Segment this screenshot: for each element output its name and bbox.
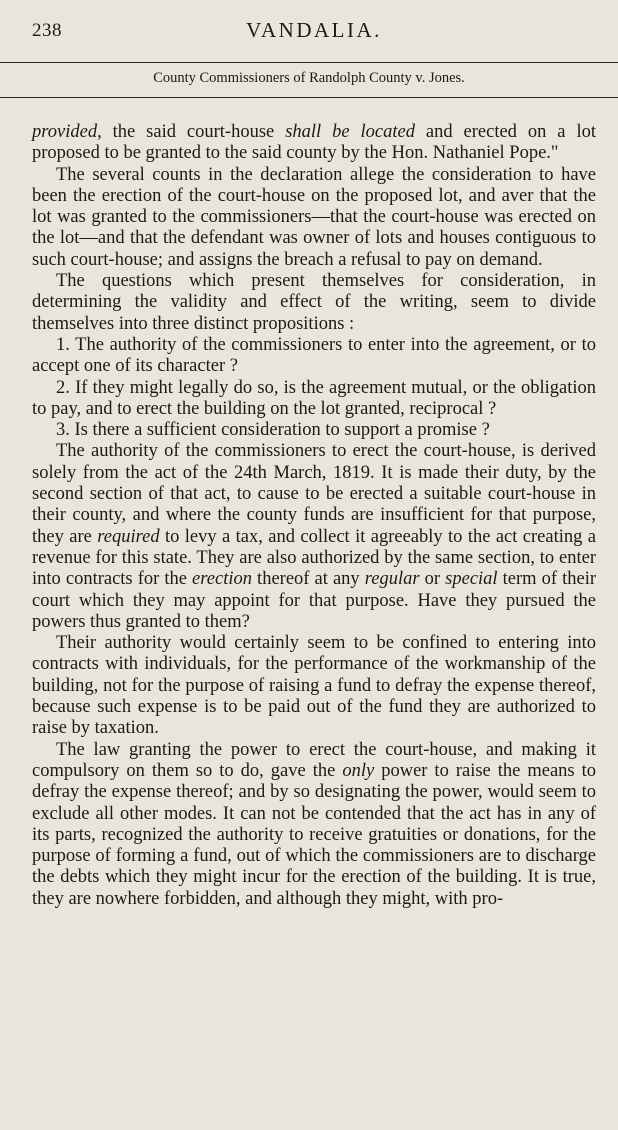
proposition-1: 1. The authority of the commissioners to enter into the agreement, or to accept one of its character ? (32, 334, 596, 377)
paragraph-1 (32, 122, 596, 165)
text-run: term of their court which they may appoint for that purpose. Have they pursued the powers thus granted to them? (32, 569, 597, 632)
paragraph-3: The questions which present themselves for consideration, in determining the validity and effect of the writing, seem to divide themselves into three distinct propositions : (32, 271, 596, 334)
italic-regular: regular (364, 569, 420, 590)
page-number: 238 (32, 20, 62, 41)
text-run: power to raise the means to defray the expense thereof; and by so designating the power, would seem to exclude all other modes. It can not be contended that the act has in any of its parts, recognized the authority to receive gratuities or donations, for the purpose of forming a fund, out of which the commissioners are to discharge the debts which they might incur for the erection of the building. It is true, they are nowhere forbidden, and although they might, with pro- (32, 760, 596, 909)
text-run: to levy a tax, and collect it agreeably to the act creating a revenue for this state. They are also authorized by the same section, to enter into contracts for the (32, 526, 596, 590)
text-run: thereof at any (251, 569, 365, 590)
italic-special: special (445, 569, 498, 590)
text-run: The authority of the commissioners to erect the court-house, is derived solely from the act of the 24th March, 1819. It is made their duty, by the second section of that act, to cause to be erected a suitable court-house in their county, and where the county funds are insufficient for that purpose, they are (32, 441, 596, 547)
paragraph-2: The several counts in the declaration allege the consideration to have been the erection of the court-house on the proposed lot, and aver that the lot was granted to the commissioners—that the court-house was erected on the lot—and that the defendant was owner of lots and houses contiguous to such court-house; and assigns the breach a refusal to pay on demand. (32, 164, 596, 270)
text-run: and erected on a lot proposed to be granted to the said county by the Hon. Nathaniel Pope." (32, 122, 596, 164)
running-title: VANDALIA. (246, 18, 382, 42)
page-header (32, 0, 596, 50)
italic-shall-be-located: shall be located (285, 122, 415, 142)
italic-only: only (342, 760, 375, 781)
italic-required: required (97, 526, 160, 547)
header-rule-top (0, 62, 618, 63)
body-text (32, 122, 596, 910)
text-run: or (419, 569, 446, 590)
header-rule-bottom (0, 97, 618, 98)
text-run: the said court-house (101, 122, 286, 142)
paragraph-9 (32, 740, 596, 910)
paragraph-7 (32, 441, 596, 633)
case-title: County Commissioners of Randolph County v. Jones. (153, 70, 465, 86)
italic-provided: provided, (32, 122, 102, 142)
proposition-2: 2. If they might legally do so, is the agreement mutual, or the obligation to pay, and to erect the building on the lot granted, reciprocal ? (32, 377, 596, 419)
italic-erection: erection (192, 569, 252, 590)
paragraph-8: Their authority would certainly seem to be confined to entering into contracts with individuals, for the performance of the workmanship of the building, not for the purpose of raising a fund to defray the expense thereof, because such expense is to be paid out of the fund they are authorized to raise by taxation. (32, 633, 596, 739)
text-run: The law granting the power to erect the court-house, and making it compulsory on them so to do, gave the (32, 739, 596, 781)
proposition-3: 3. Is there a sufficient consideration to support a promise ? (56, 420, 490, 441)
